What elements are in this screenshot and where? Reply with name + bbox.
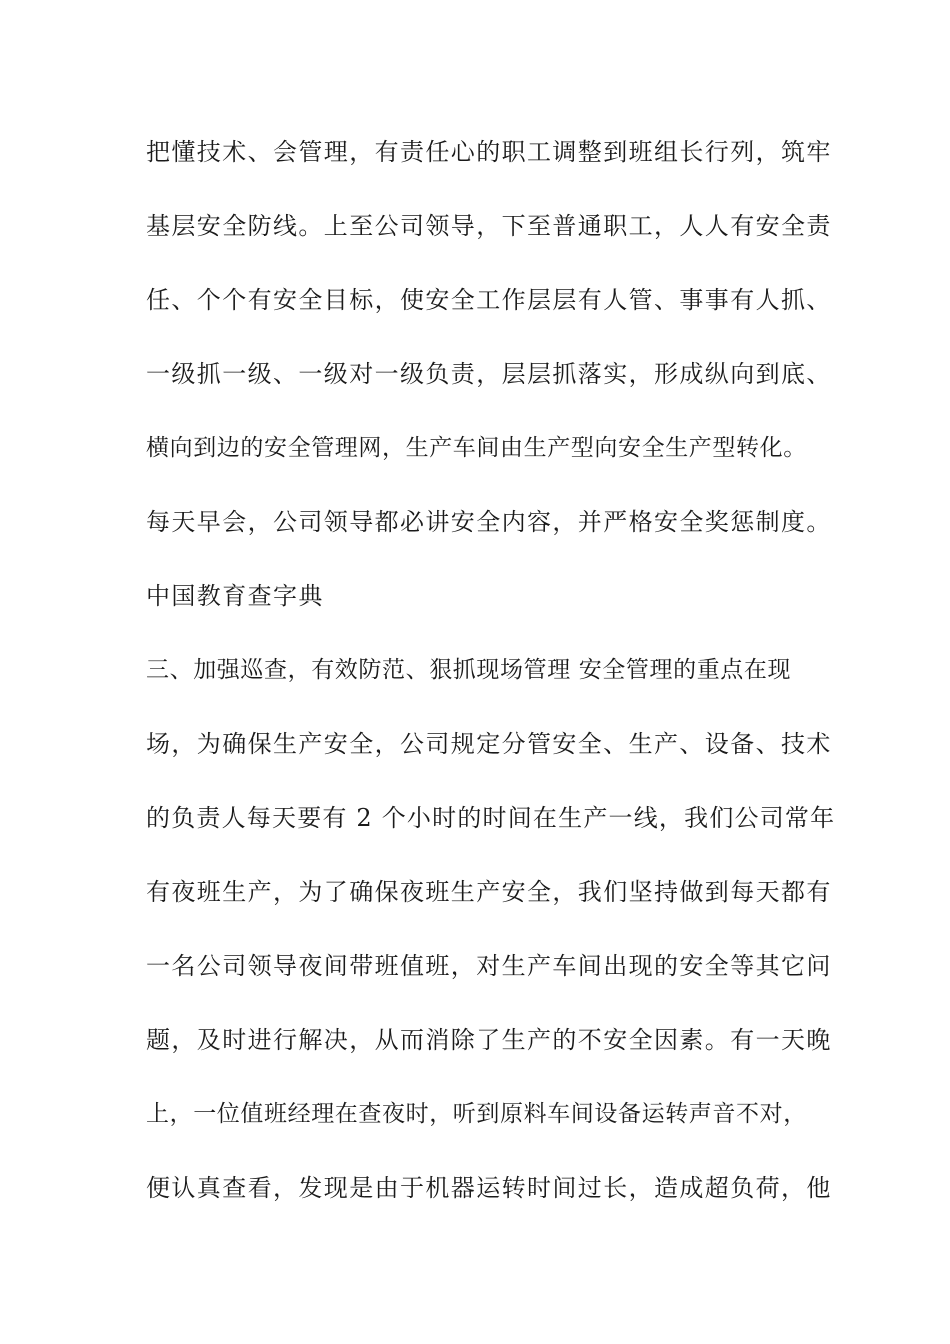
text-line-7: 中国教育查字典 [146, 582, 324, 610]
text-line-4: 一级抓一级、一级对一级负责，层层抓落实，形成纵向到底、 [146, 360, 832, 388]
text-line-12: 一名公司领导夜间带班值班，对生产车间出现的安全等其它问 [146, 952, 832, 980]
text-line-15: 便认真查看，发现是由于机器运转时间过长，造成超负荷，他 [146, 1174, 832, 1202]
text-line-2: 基层安全防线。上至公司领导，下至普通职工，人人有安全责 [146, 212, 832, 240]
text-line-1: 把懂技术、会管理，有责任心的职工调整到班组长行列，筑牢 [146, 138, 832, 166]
text-line-10: 的负责人每天要有 2 个小时的时间在生产一线，我们公司常年 [146, 804, 836, 832]
text-line-8: 三、加强巡查，有效防范、狠抓现场管理 安全管理的重点在现 [146, 657, 792, 683]
text-line-3: 任、个个有安全目标，使安全工作层层有人管、事事有人抓、 [146, 286, 832, 314]
text-line-13: 题，及时进行解决，从而消除了生产的不安全因素。有一天晚 [146, 1026, 832, 1054]
text-line-9: 场，为确保生产安全，公司规定分管安全、生产、设备、技术 [146, 730, 832, 758]
text-line-6: 每天早会，公司领导都必讲安全内容，并严格安全奖惩制度。 [146, 508, 832, 536]
text-line-11: 有夜班生产，为了确保夜班生产安全，我们坚持做到每天都有 [146, 878, 832, 906]
text-line-5: 横向到边的安全管理网，生产车间由生产型向安全生产型转化。 [146, 435, 807, 461]
text-line-14: 上，一位值班经理在查夜时，听到原料车间设备运转声音不对， [146, 1101, 807, 1127]
